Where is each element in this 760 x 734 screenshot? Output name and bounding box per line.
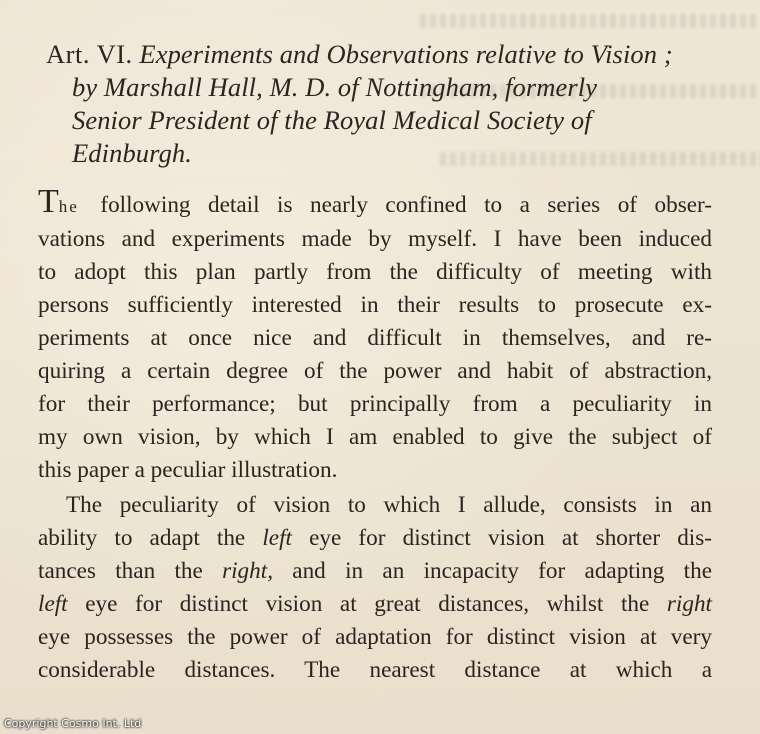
heading-line-3: Senior President of the Royal Medical Society of xyxy=(72,105,592,135)
heading-line-1: Art. VI. Experiments and Observations relative to Vision ; xyxy=(46,39,673,69)
text-line: for their performance; but principally from a peculiarity in xyxy=(38,391,712,417)
article-number: Art. VI. xyxy=(46,39,133,69)
heading-line-2: by Marshall Hall, M. D. of Nottingham, formerly xyxy=(72,72,598,102)
text-line: to adopt this plan partly from the difficulty of meeting with xyxy=(38,259,712,285)
text-line: left eye for distinct vision at great distances, whilst the right xyxy=(38,591,712,617)
copyright-watermark: Copyright Cosmo Int. Ltd xyxy=(4,717,142,730)
article-heading xyxy=(46,38,726,170)
paragraph-1 xyxy=(38,183,713,487)
text-line: eye possesses the power of adaptation for distinct vision at very xyxy=(38,624,712,650)
text-line: this paper a peculiar illustration. xyxy=(38,457,338,483)
paragraph-2 xyxy=(38,489,712,687)
text-line: persons sufficiently interested in their results to prosecute ex- xyxy=(38,292,712,318)
drop-cap: T xyxy=(38,183,59,220)
text-line: The following detail is nearly confined to a series of obser- xyxy=(38,183,713,220)
text-line: ability to adapt the left eye for distinct vision at shorter dis- xyxy=(38,525,712,551)
text-line: tances than the right, and in an incapacity for adapting the xyxy=(38,558,712,584)
article-body xyxy=(38,183,713,687)
small-caps: he xyxy=(58,197,79,216)
text-line: vations and experiments made by myself. I have been induced xyxy=(38,226,712,252)
text-line: my own vision, by which I am enabled to give the subject of xyxy=(38,424,712,450)
text-line: quiring a certain degree of the power and habit of abstraction, xyxy=(38,358,712,384)
heading-line-4: Edinburgh. xyxy=(72,138,193,168)
text-line: The peculiarity of vision to which I allude, consists in an xyxy=(66,492,712,518)
text-line: considerable distances. The nearest distance at which a xyxy=(38,657,712,683)
text-line: periments at once nice and difficult in themselves, and re- xyxy=(38,325,712,351)
